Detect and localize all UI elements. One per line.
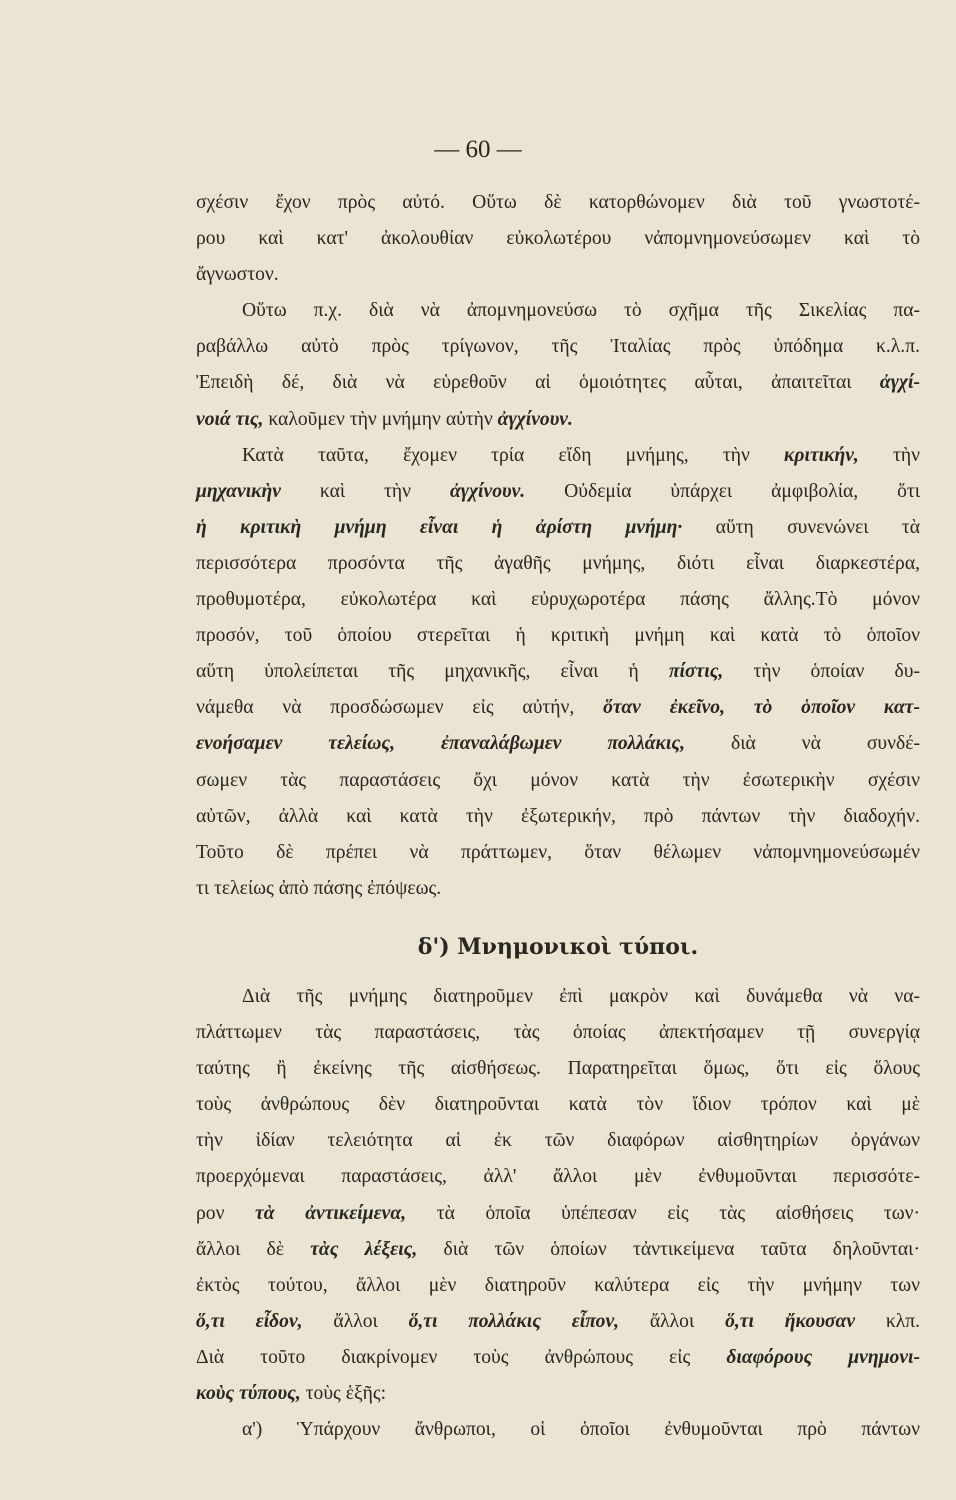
text-segment: ἄγνωστον. [196, 264, 279, 286]
text-segment: ἄλλοι δὲ [196, 1238, 284, 1260]
text-segment: ρον [196, 1202, 225, 1224]
text-segment: περισσότερα προσόντα τῆς ἀγαθῆς μνήμης, διότι εἶναι διαρκεστέρα, [196, 552, 920, 574]
text-segment: Ἐπειδὴ δέ, διὰ νὰ εὑρεθοῦν αἱ ὁμοιότητες αὗται, ἀπαιτεῖται [196, 372, 852, 394]
text-line [196, 1268, 920, 1304]
text-segment: σχέσιν ἔχον πρὸς αὐτό. Οὕτω δὲ κατορθώνομεν διὰ τοῦ γνωστοτέ- [196, 192, 920, 213]
text-segment: Διὰ τοῦτο διακρίνομεν τοὺς ἀνθρώπους εἰς [196, 1346, 691, 1368]
text-segment: α') Ὑπάρχουν ἄνθρωποι, οἱ ὁποῖοι ἐνθυμοῦνται πρὸ πάντων [242, 1419, 920, 1441]
text-line [196, 871, 920, 907]
text-segment: σωμεν τὰς παραστάσεις ὄχι μόνον κατὰ τὴν ἐσωτερικὴν σχέσιν [196, 769, 920, 791]
page-number: — 60 — [434, 136, 522, 163]
text-line [196, 618, 920, 654]
text-segment: πλάττωμεν τὰς παραστάσεις, τὰς ὁποίας ἀπεκτήσαμεν τῇ συνεργίᾳ [196, 1022, 920, 1044]
text-line [196, 835, 920, 871]
text-line [196, 1087, 920, 1123]
text-line [196, 1232, 920, 1268]
text-line [196, 365, 920, 401]
text-segment: διὰ νὰ συνδέ- [731, 733, 920, 755]
text-segment: καλοῦμεν τὴν μνήμην αὐτὴν [268, 408, 493, 430]
text-line [196, 402, 920, 438]
text-segment: τοὺς ἀνθρώπους δὲν διατηροῦνται κατὰ τὸν ἴδιον τρόπον καὶ μὲ [196, 1094, 920, 1116]
text-line [196, 185, 920, 221]
emphasis-term: μηχανικὴν [196, 480, 281, 502]
emphasis-term: ὅταν ἐκεῖνο, τὸ ὁποῖον κατ- [603, 697, 921, 719]
emphasis-term: ἀγχίνουν. [497, 408, 573, 430]
text-segment: αὐτῶν, ἀλλὰ καὶ κατὰ τὴν ἐξωτερικήν, πρὸ πάντων τὴν διαδοχήν. [196, 805, 920, 827]
text-segment: τοὺς ἑξῆς: [305, 1383, 387, 1404]
text-line [196, 1340, 920, 1376]
emphasis-term: νοιά τις, [196, 408, 264, 430]
text-line [196, 546, 920, 582]
text-line [196, 1304, 920, 1340]
emphasis-term: ὅ,τι πολλάκις εἶπον, [408, 1310, 620, 1332]
text-line [196, 582, 920, 618]
text-line [196, 1015, 920, 1051]
text-line [196, 690, 920, 726]
text-segment: τὴν [893, 444, 920, 466]
text-segment: ἐκτὸς τούτου, ἄλλοι μὲν διατηροῦν καλύτερα εἰς τὴν μνήμην των [196, 1274, 920, 1296]
text-segment: τὰ ὁποῖα ὑπέπεσαν εἰς τὰς αἰσθήσεις των· [436, 1202, 921, 1224]
text-segment: ταύτης ἢ ἐκείνης τῆς αἰσθήσεως. Παρατηρεῖται ὅμως, ὅτι εἰς ὅλους [196, 1058, 920, 1080]
text-line [196, 257, 920, 293]
text-line [196, 221, 920, 257]
emphasis-term: ἀγχίνουν. [449, 480, 526, 502]
emphasis-term: πίστις, [668, 661, 724, 683]
text-segment: νάμεθα νὰ προσδώσωμεν εἰς αὐτήν, [196, 697, 575, 719]
text-line [196, 979, 920, 1015]
emphasis-term: διαφόρους μνημονι- [726, 1346, 920, 1368]
text-segment: ἄλλοι [333, 1310, 378, 1332]
text-line [196, 1412, 920, 1448]
text-segment: κλπ. [885, 1310, 921, 1332]
text-segment: Διὰ τῆς μνήμης διατηροῦμεν ἐπὶ μακρὸν καὶ δυνάμεθα νὰ να- [242, 985, 920, 1007]
text-segment: τὴν ἰδίαν τελειότητα αἱ ἐκ τῶν διαφόρων αἰσθητηρίων ὀργάνων [196, 1130, 920, 1152]
emphasis-term: κοὺς τύπους, [196, 1383, 301, 1404]
text-segment: καὶ τὴν [319, 480, 412, 502]
text-segment: ἄλλοι [649, 1310, 695, 1332]
emphasis-term: ὅ,τι ἤκουσαν [725, 1310, 856, 1332]
text-segment: αὕτη συνενώνει τὰ [715, 516, 920, 538]
text-segment: αὕτη ὑπολείπεται τῆς μηχανικῆς, εἶναι ἡ [196, 661, 639, 683]
emphasis-term: τὰ ἀντικείμενα, [255, 1202, 407, 1224]
text-line [196, 1051, 920, 1087]
text-line [196, 510, 920, 546]
emphasis-term: ὅ,τι εἶδον, [196, 1310, 303, 1332]
text-segment: προσόν, τοῦ ὁποίου στερεῖται ἡ κριτικὴ μνήμη καὶ κατὰ τὸ ὁποῖον [196, 625, 920, 647]
text-segment: διὰ τῶν ὁποίων τἀντικείμενα ταῦτα δηλοῦνται· [443, 1238, 920, 1260]
text-segment: Κατὰ ταῦτα, ἔχομεν τρία εἴδη μνήμης, τὴν [242, 444, 750, 466]
text-segment: Οὐδεμία ὑπάρχει ἀμφιβολία, ὅτι [564, 480, 921, 502]
emphasis-term: τὰς λέξεις, [310, 1238, 418, 1260]
emphasis-term: ενοήσαμεν τελείως, ἐπαναλάβωμεν πολλάκις, [196, 733, 686, 755]
emphasis-term: κριτικήν, [784, 444, 859, 466]
body-text [196, 185, 920, 1448]
text-line [196, 1123, 920, 1159]
text-segment: προερχόμεναι παραστάσεις, ἀλλ' ἄλλοι μὲν ἐνθυμοῦνται περισσότε- [196, 1166, 920, 1188]
text-segment: προθυμοτέρα, εὐκολωτέρα καὶ εὐρυχωροτέρα πάσης ἄλλης.Τὸ μόνον [196, 589, 920, 611]
text-line [196, 1159, 920, 1195]
text-line [196, 474, 920, 510]
text-line [196, 1376, 920, 1412]
text-segment: ραβάλλω αὐτὸ πρὸς τρίγωνον, τῆς Ἰταλίας πρὸς ὑπόδημα κ.λ.π. [196, 336, 920, 358]
text-segment: τὴν ὁποίαν δυ- [753, 661, 920, 683]
text-line [196, 799, 920, 835]
section-heading: δ') Μνημονικοὶ τύποι. [417, 933, 699, 960]
emphasis-term: ἡ κριτικὴ μνήμη εἶναι ἡ ἀρίστη μνήμη· [196, 516, 683, 538]
text-line [196, 654, 920, 690]
text-line [196, 726, 920, 762]
text-line [196, 293, 920, 329]
text-segment: ρου καὶ κατ' ἀκολουθίαν εὐκολωτέρου νἀπομνημονεύσωμεν καὶ τὸ [196, 228, 920, 250]
text-line [196, 763, 920, 799]
text-line [196, 438, 920, 474]
text-line [196, 1196, 920, 1232]
text-segment: Τοῦτο δὲ πρέπει νὰ πράττωμεν, ὅταν θέλωμεν νἀπομνημονεύσωμέν [196, 841, 920, 863]
text-segment: τι τελείως ἀπὸ πάσης ἐπόψεως. [196, 877, 442, 899]
text-segment: Οὕτω π.χ. διὰ νὰ ἀπομνημονεύσω τὸ σχῆμα τῆς Σικελίας πα- [242, 300, 920, 322]
text-line [196, 329, 920, 365]
emphasis-term: ἀγχί- [879, 372, 920, 394]
